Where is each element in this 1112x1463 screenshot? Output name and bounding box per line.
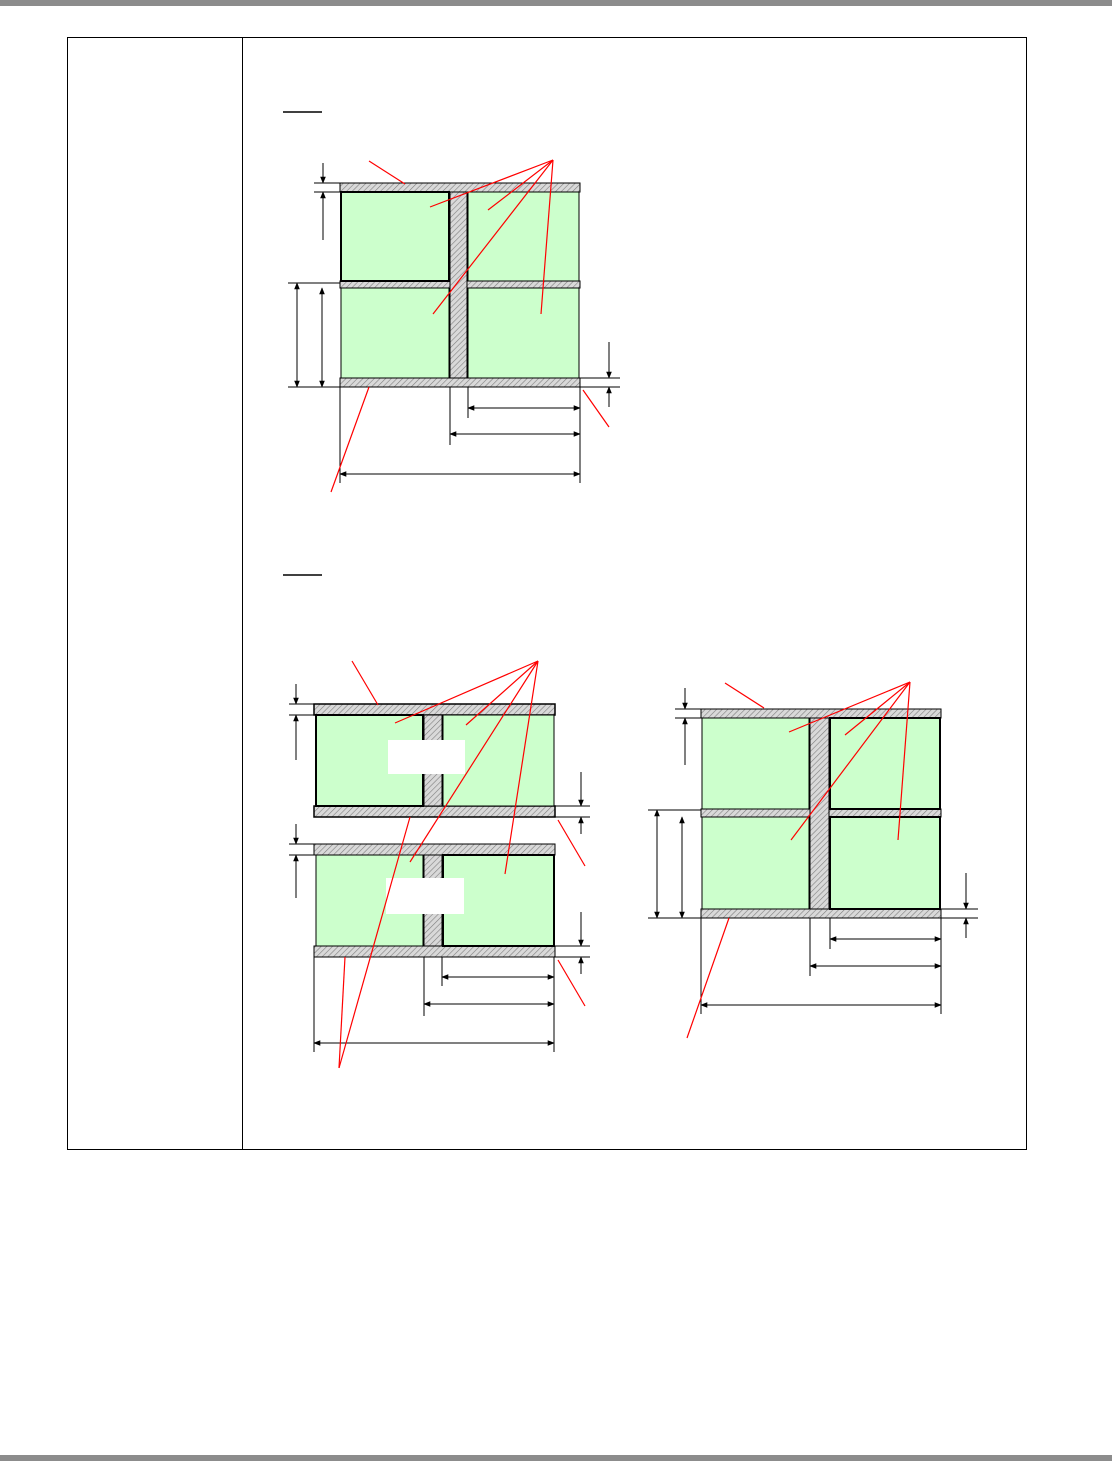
figure-1-cavity-bottom-right	[468, 288, 579, 378]
figure-2a-lower-bottom-wall	[314, 946, 555, 957]
figure-2b	[648, 682, 978, 1038]
page-bottom-rule	[0, 1455, 1112, 1461]
figure-1-center-wall	[450, 192, 467, 378]
figure-2a-upper-bottom-wall	[314, 806, 555, 817]
figure-2a-lower-label-box	[386, 878, 464, 914]
figure-2a	[289, 661, 590, 1068]
figure-2a-lower-top-wall	[314, 844, 555, 855]
figure-2b-cavity-top-left	[702, 718, 809, 809]
figure-2b-cavity-bottom-left	[702, 817, 809, 909]
figure-1	[288, 160, 620, 492]
figure-1-cavity-bottom-left	[341, 288, 449, 378]
figure-1-top-wall	[340, 183, 580, 192]
figure-2b-center-wall	[810, 718, 829, 909]
figure-2b-cavity-bottom-right	[830, 817, 940, 909]
figure-2b-top-wall	[701, 709, 941, 718]
figure-2a-upper-label-box	[388, 740, 465, 774]
figure-2b-cavity-top-right	[830, 718, 940, 809]
figure-1-bottom-wall	[340, 378, 580, 387]
figure-2b-bottom-wall	[701, 909, 941, 918]
figure-1-cavity-top-right	[468, 192, 579, 281]
